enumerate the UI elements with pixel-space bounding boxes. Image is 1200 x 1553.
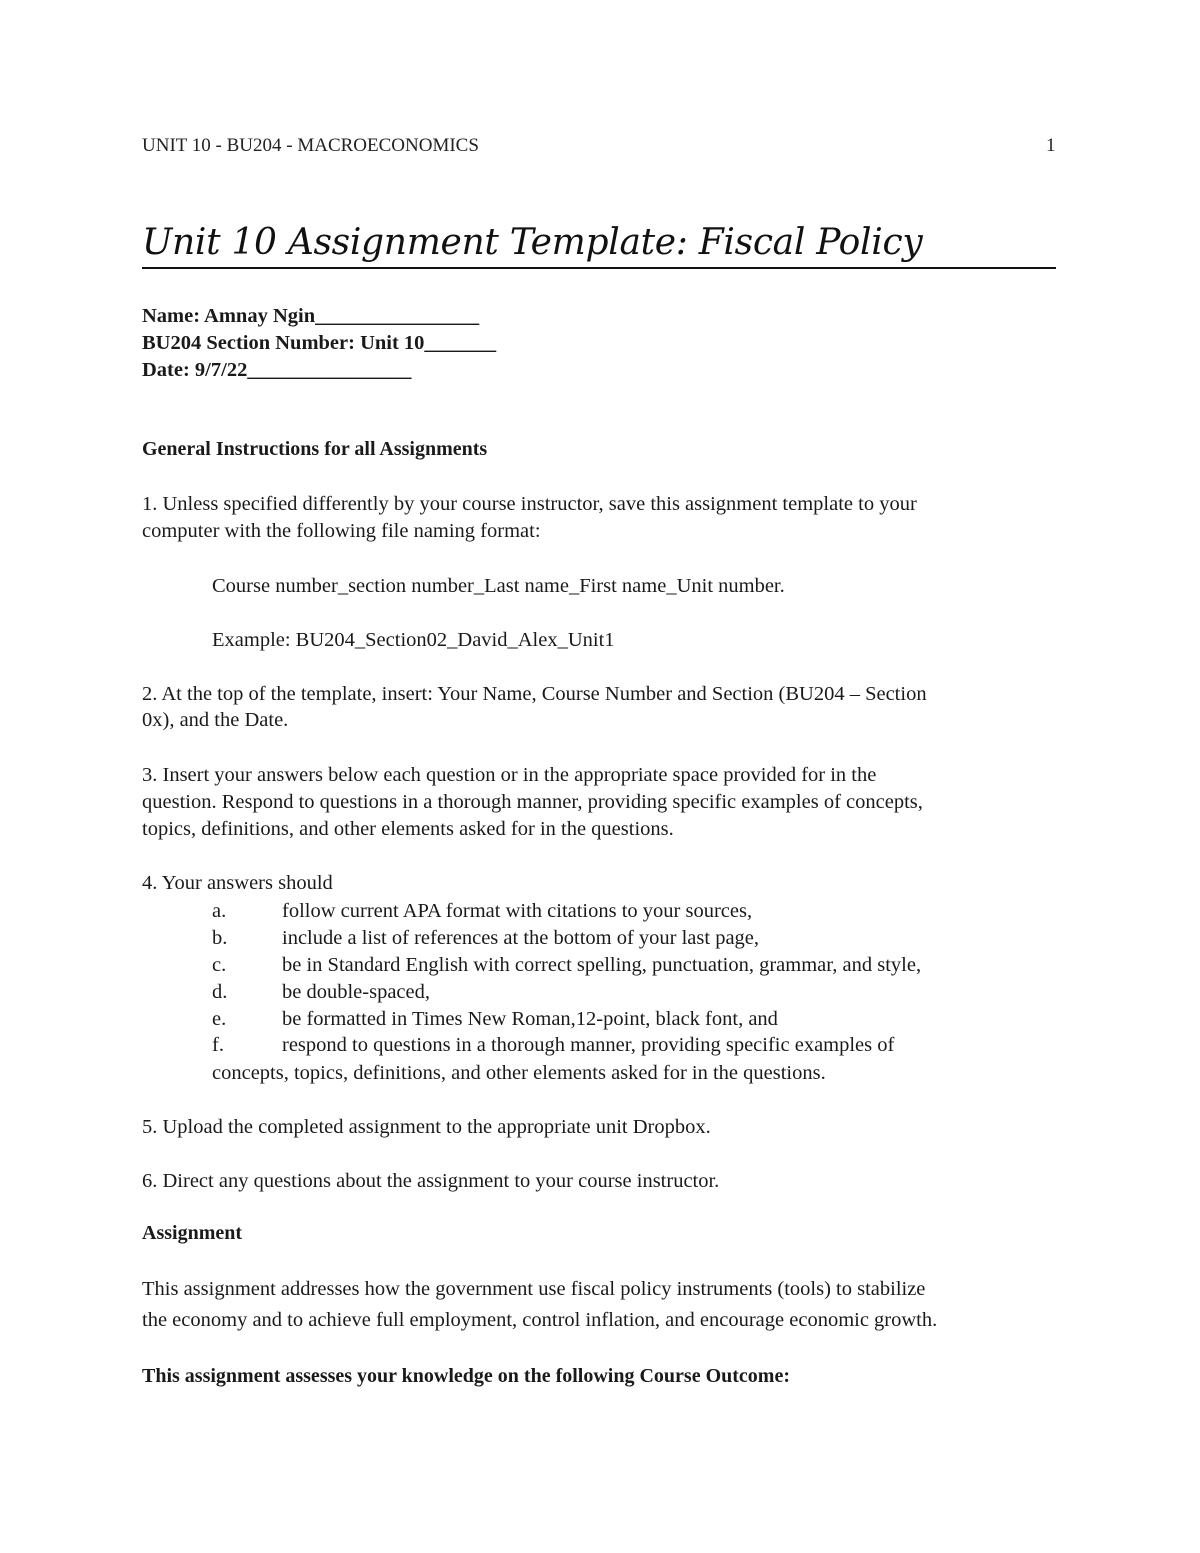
- assignment-heading: Assignment: [142, 1222, 243, 1244]
- instructions-heading: General Instructions for all Assignments: [142, 438, 488, 460]
- list-item-letter: a.: [212, 900, 227, 922]
- list-item-continuation: concepts, topics, definitions, and other elements asked for in the questions.: [212, 1062, 826, 1084]
- instruction-2-line-1: 2. At the top of the template, insert: Your Name, Course Number and Section (BU204 – Section: [142, 683, 927, 705]
- list-item-letter: c.: [212, 954, 227, 976]
- list-item: [212, 898, 752, 925]
- document-title: Unit 10 Assignment Template: Fiscal Policy: [142, 222, 1056, 269]
- instruction-3-line-1: 3. Insert your answers below each question or in the appropriate space provided for in the: [142, 764, 877, 786]
- course-outcome-heading: This assignment assesses your knowledge on the following Course Outcome:: [142, 1365, 790, 1387]
- file-example-line: Example: BU204_Section02_David_Alex_Unit1: [212, 629, 615, 651]
- assignment-line-2: the economy and to achieve full employment, control inflation, and encourage economic growth.: [142, 1309, 938, 1331]
- instruction-6: 6. Direct any questions about the assignment to your course instructor.: [142, 1170, 720, 1192]
- running-head: UNIT 10 - BU204 - MACROECONOMICS: [142, 135, 479, 156]
- date-field: Date: 9/7/22________________: [142, 359, 412, 381]
- list-item-letter: b.: [212, 927, 228, 949]
- list-item-text: include a list of references at the bottom of your last page,: [282, 927, 760, 949]
- list-item-letter: f.: [212, 1034, 224, 1056]
- list-item-text: respond to questions in a thorough manner, providing specific examples of: [282, 1034, 895, 1056]
- instruction-1-line-1: 1. Unless specified differently by your course instructor, save this assignment template to your: [142, 493, 917, 515]
- instruction-4-intro: 4. Your answers should: [142, 872, 333, 894]
- instruction-3-line-3: topics, definitions, and other elements asked for in the questions.: [142, 818, 674, 840]
- instruction-2-line-2: 0x), and the Date.: [142, 709, 289, 731]
- file-format-line: Course number_section number_Last name_First name_Unit number.: [212, 575, 785, 597]
- name-field: Name: Amnay Ngin________________: [142, 305, 480, 327]
- list-item: [212, 952, 921, 979]
- list-item: [212, 925, 759, 952]
- list-item: [212, 1032, 894, 1059]
- list-item-letter: e.: [212, 1008, 227, 1030]
- instruction-1-line-2: computer with the following file naming format:: [142, 520, 541, 542]
- list-item: [212, 979, 430, 1006]
- section-number-field: BU204 Section Number: Unit 10_______: [142, 332, 497, 354]
- list-item-text: be in Standard English with correct spelling, punctuation, grammar, and style,: [282, 954, 922, 976]
- list-item-letter: d.: [212, 981, 228, 1003]
- assignment-line-1: This assignment addresses how the government use fiscal policy instruments (tools) to stabilize: [142, 1278, 926, 1300]
- instruction-3-line-2: question. Respond to questions in a thorough manner, providing specific examples of concepts,: [142, 791, 923, 813]
- list-item: [212, 1006, 778, 1033]
- page-number: 1: [1046, 135, 1056, 156]
- instruction-5: 5. Upload the completed assignment to the appropriate unit Dropbox.: [142, 1116, 711, 1138]
- list-item-text: follow current APA format with citations to your sources,: [282, 900, 753, 922]
- list-item-text: be formatted in Times New Roman,12-point, black font, and: [282, 1008, 778, 1030]
- list-item-text: be double-spaced,: [282, 981, 430, 1003]
